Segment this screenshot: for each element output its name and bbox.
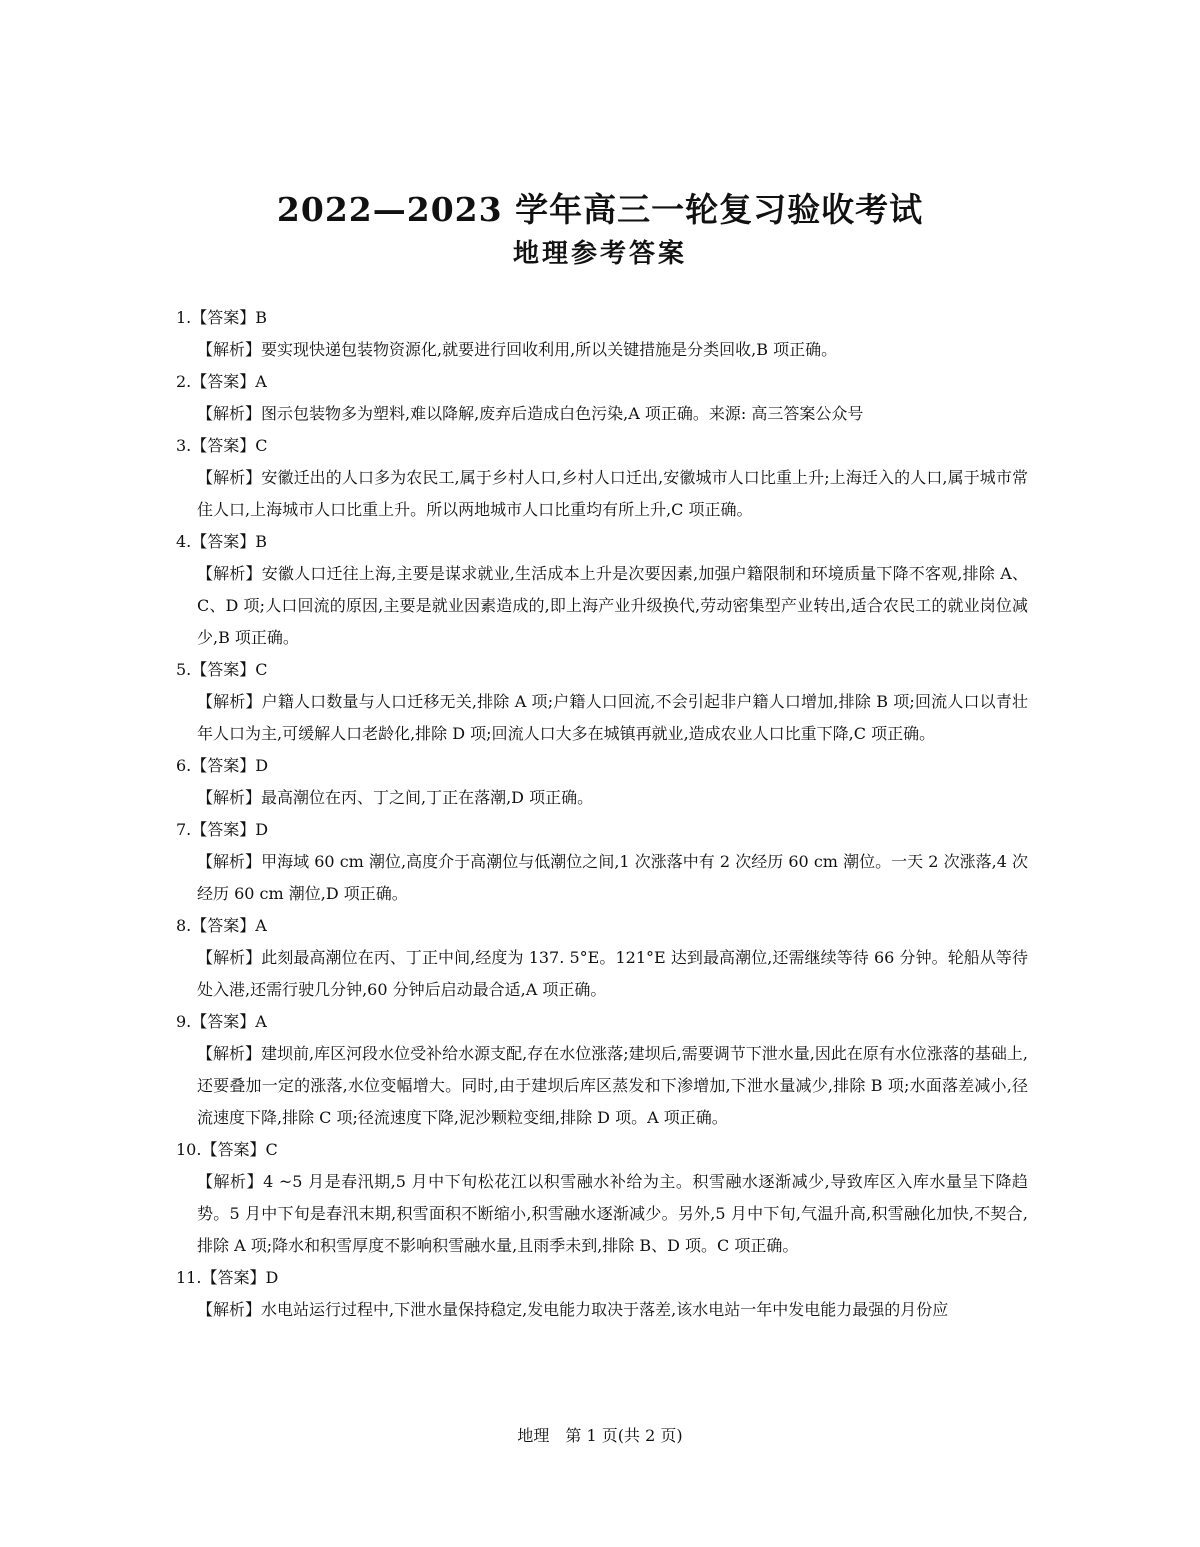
question-item <box>176 1262 1028 1326</box>
answer-line: 7.【答案】D <box>176 820 269 839</box>
question-item <box>176 430 1028 526</box>
answer-list <box>176 302 1028 1326</box>
answer-line: 6.【答案】D <box>176 756 269 775</box>
question-item <box>176 366 1028 430</box>
answer-line: 1.【答案】B <box>176 308 268 327</box>
question-item <box>176 1006 1028 1134</box>
answer-line: 2.【答案】A <box>176 372 267 391</box>
explanation-text: 【解析】建坝前,库区河段水位受补给水源支配,存在水位涨落;建坝后,需要调节下泄水量,因此在原有水位涨落的基础上,还要叠加一定的涨落,水位变幅增大。同时,由于建坝后库区蒸发和下渗增加,下泄水量减少,排除 B 项;水面落差减小,径流速度下降,排除 C 项;径流速度下降,泥沙颗粒变细,排除 D 项。A 项正确。 <box>197 1044 1028 1127</box>
question-item <box>176 526 1028 654</box>
explanation-text: 【解析】4 ~5 月是春汛期,5 月中下旬松花江以积雪融水补给为主。积雪融水逐渐减少,导致库区入库水量呈下降趋势。5 月中下旬是春汛末期,积雪面积不断缩小,积雪融水逐渐减少。另外,5 月中下旬,气温升高,积雪融化加快,不契合,排除 A 项;降水和积雪厚度不影响积雪融水量,且雨季未到,排除 B、D 项。C 项正确。 <box>197 1172 1028 1255</box>
answer-line: 11.【答案】D <box>176 1268 279 1287</box>
question-item <box>176 750 1028 814</box>
explanation-text: 【解析】户籍人口数量与人口迁移无关,排除 A 项;户籍人口回流,不会引起非户籍人口增加,排除 B 项;回流人口以青壮年人口为主,可缓解人口老龄化,排除 D 项;回流人口大多在城镇再就业,造成农业人口比重下降,C 项正确。 <box>197 692 1028 743</box>
question-item <box>176 302 1028 366</box>
explanation-text: 【解析】安徽人口迁往上海,主要是谋求就业,生活成本上升是次要因素,加强户籍限制和环境质量下降不客观,排除 A、C、D 项;人口回流的原因,主要是就业因素造成的,即上海产业升级换代,劳动密集型产业转出,适合农民工的就业岗位减少,B 项正确。 <box>197 564 1028 647</box>
explanation-text: 【解析】安徽迁出的人口多为农民工,属于乡村人口,乡村人口迁出,安徽城市人口比重上升;上海迁入的人口,属于城市常住人口,上海城市人口比重上升。所以两地城市人口比重均有所上升,C 项正确。 <box>197 468 1028 519</box>
answer-line: 10.【答案】C <box>176 1140 278 1159</box>
page-subtitle: 地理参考答案 <box>512 239 687 269</box>
question-item <box>176 814 1028 910</box>
explanation-text: 【解析】要实现快递包装物资源化,就要进行回收利用,所以关键措施是分类回收,B 项正确。 <box>197 340 838 359</box>
answer-line: 8.【答案】A <box>176 916 267 935</box>
question-item <box>176 1134 1028 1262</box>
page-title: 2022—2023 学年高三一轮复习验收考试 <box>276 190 924 229</box>
answer-line: 3.【答案】C <box>176 436 268 455</box>
explanation-text: 【解析】此刻最高潮位在丙、丁正中间,经度为 137. 5°E。121°E 达到最高潮位,还需继续等待 66 分钟。轮船从等待处入港,还需行驶几分钟,60 分钟后启动最合适,A 项正确。 <box>197 948 1028 999</box>
question-item <box>176 910 1028 1006</box>
explanation-text: 【解析】图示包装物多为塑料,难以降解,废弃后造成白色污染,A 项正确。来源: 高三答案公众号 <box>197 404 864 423</box>
answer-line: 9.【答案】A <box>176 1012 267 1031</box>
explanation-text: 【解析】甲海域 60 cm 潮位,高度介于高潮位与低潮位之间,1 次涨落中有 2 次经历 60 cm 潮位。一天 2 次涨落,4 次经历 60 cm 潮位,D 项正确。 <box>197 852 1028 903</box>
answer-line: 5.【答案】C <box>176 660 268 679</box>
explanation-text: 【解析】最高潮位在丙、丁之间,丁正在落潮,D 项正确。 <box>197 788 594 807</box>
answer-line: 4.【答案】B <box>176 532 268 551</box>
page-footer: 地理 第 1 页(共 2 页) <box>517 1426 683 1445</box>
explanation-text: 【解析】水电站运行过程中,下泄水量保持稳定,发电能力取决于落差,该水电站一年中发电能力最强的月份应 <box>197 1300 949 1319</box>
question-item <box>176 654 1028 750</box>
